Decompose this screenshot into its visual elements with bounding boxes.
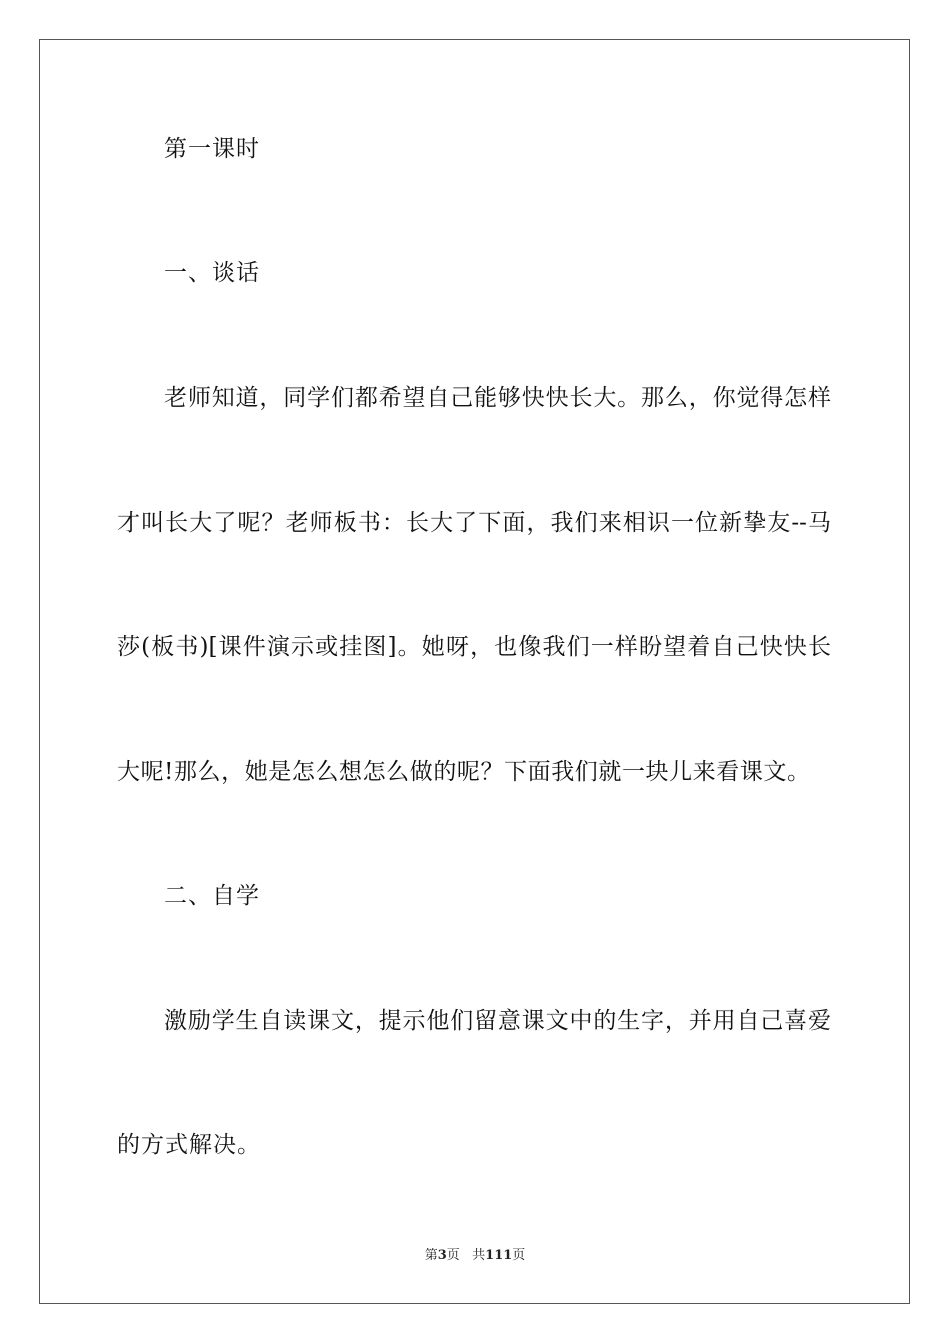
paragraph-line: 老师知道，同学们都希望自己能够快快长大。那么，你觉得怎样 xyxy=(164,385,831,411)
footer-page-prefix: 第 xyxy=(424,1248,438,1263)
paragraph-line: 才叫长大了呢？老师板书：长大了下面，我们来相识一位新挚友--马 xyxy=(117,510,831,536)
paragraph-line: 莎(板书)[课件演示或挂图]。她呀，也像我们一样盼望着自己快快长 xyxy=(117,634,831,660)
section-title-self-study: 二、自学 xyxy=(164,883,260,909)
footer-total-suffix: 页 xyxy=(512,1248,526,1263)
section-title-talk: 一、谈话 xyxy=(164,260,260,286)
page-border xyxy=(39,39,910,1304)
paragraph-line: 大呢!那么，她是怎么想怎么做的呢？下面我们就一块儿来看课文。 xyxy=(117,759,810,785)
page-footer xyxy=(0,1247,950,1265)
footer-page-suffix: 页 共 xyxy=(446,1248,486,1263)
footer-total-pages: 111 xyxy=(485,1248,513,1263)
footer-page-number: 3 xyxy=(437,1248,447,1263)
paragraph-line: 激励学生自读课文，提示他们留意课文中的生字，并用自己喜爱 xyxy=(164,1008,831,1034)
lesson-heading: 第一课时 xyxy=(164,136,260,162)
paragraph-line: 的方式解决。 xyxy=(117,1132,261,1158)
